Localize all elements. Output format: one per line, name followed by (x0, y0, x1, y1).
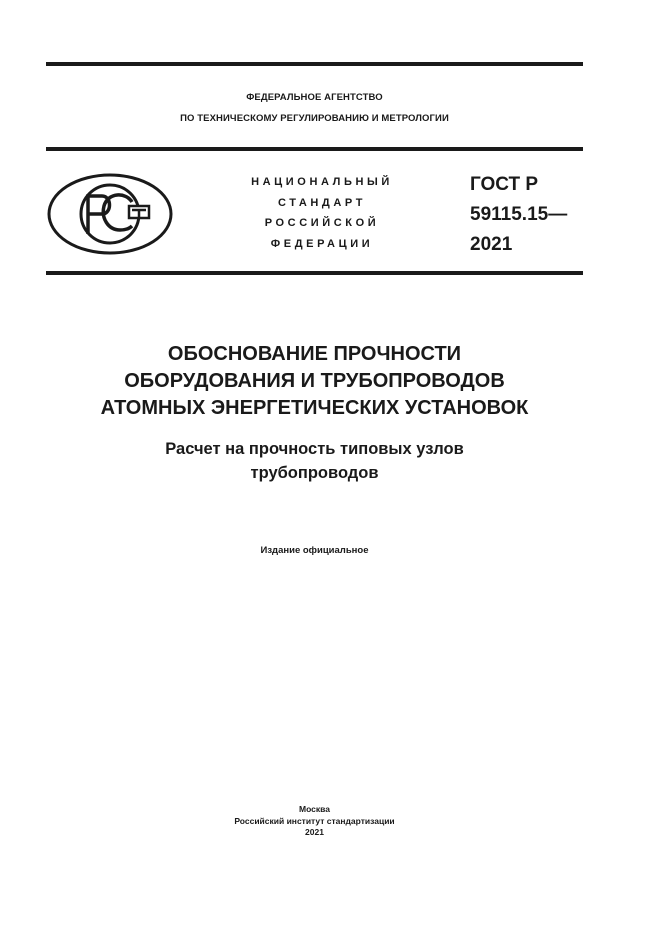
agency-name-2 (46, 113, 583, 124)
standard-designation (470, 170, 567, 260)
standard-type-line-4: ФЕДЕРАЦИИ (270, 237, 374, 250)
title-line-2: ОБОРУДОВАНИЯ И ТРУБОПРОВОДОВ (124, 370, 505, 392)
standard-type-line-1: НАЦИОНАЛЬНЫЙ (251, 176, 393, 188)
publisher-block (46, 804, 583, 839)
document-subtitle (46, 437, 583, 485)
publication-year: 2021 (305, 827, 324, 837)
agency-line-1: ФЕДЕРАЛЬНОЕ АГЕНТСТВО (246, 92, 383, 103)
gost-r-logo-icon (46, 172, 174, 256)
subtitle-line-1: Расчет на прочность типовых узлов (165, 440, 464, 458)
designation-line-1: ГОСТ Р (470, 174, 539, 195)
title-line-3: АТОМНЫХ ЭНЕРГЕТИЧЕСКИХ УСТАНОВОК (100, 397, 529, 419)
header-lower-rule (46, 271, 583, 275)
standard-type (228, 172, 416, 254)
subtitle-line-2: трубопроводов (250, 464, 379, 482)
top-rule (46, 62, 583, 66)
agency-name (46, 92, 583, 103)
agency-line-2: ПО ТЕХНИЧЕСКОМУ РЕГУЛИРОВАНИЮ И МЕТРОЛОГИИ (180, 113, 449, 124)
edition-note: Издание официальное (260, 545, 369, 556)
title-line-1: ОБОСНОВАНИЕ ПРОЧНОСТИ (167, 343, 462, 365)
designation-line-2: 59115.15— (470, 204, 568, 225)
publisher-city: Москва (299, 804, 330, 814)
document-title (46, 341, 583, 422)
designation-line-3: 2021 (470, 234, 513, 255)
standard-type-line-2: СТАНДАРТ (277, 196, 367, 209)
publisher-name: Российский институт стандартизации (234, 815, 395, 826)
header-upper-rule (46, 147, 583, 151)
standard-type-line-3: РОССИЙСКОЙ (264, 217, 380, 229)
